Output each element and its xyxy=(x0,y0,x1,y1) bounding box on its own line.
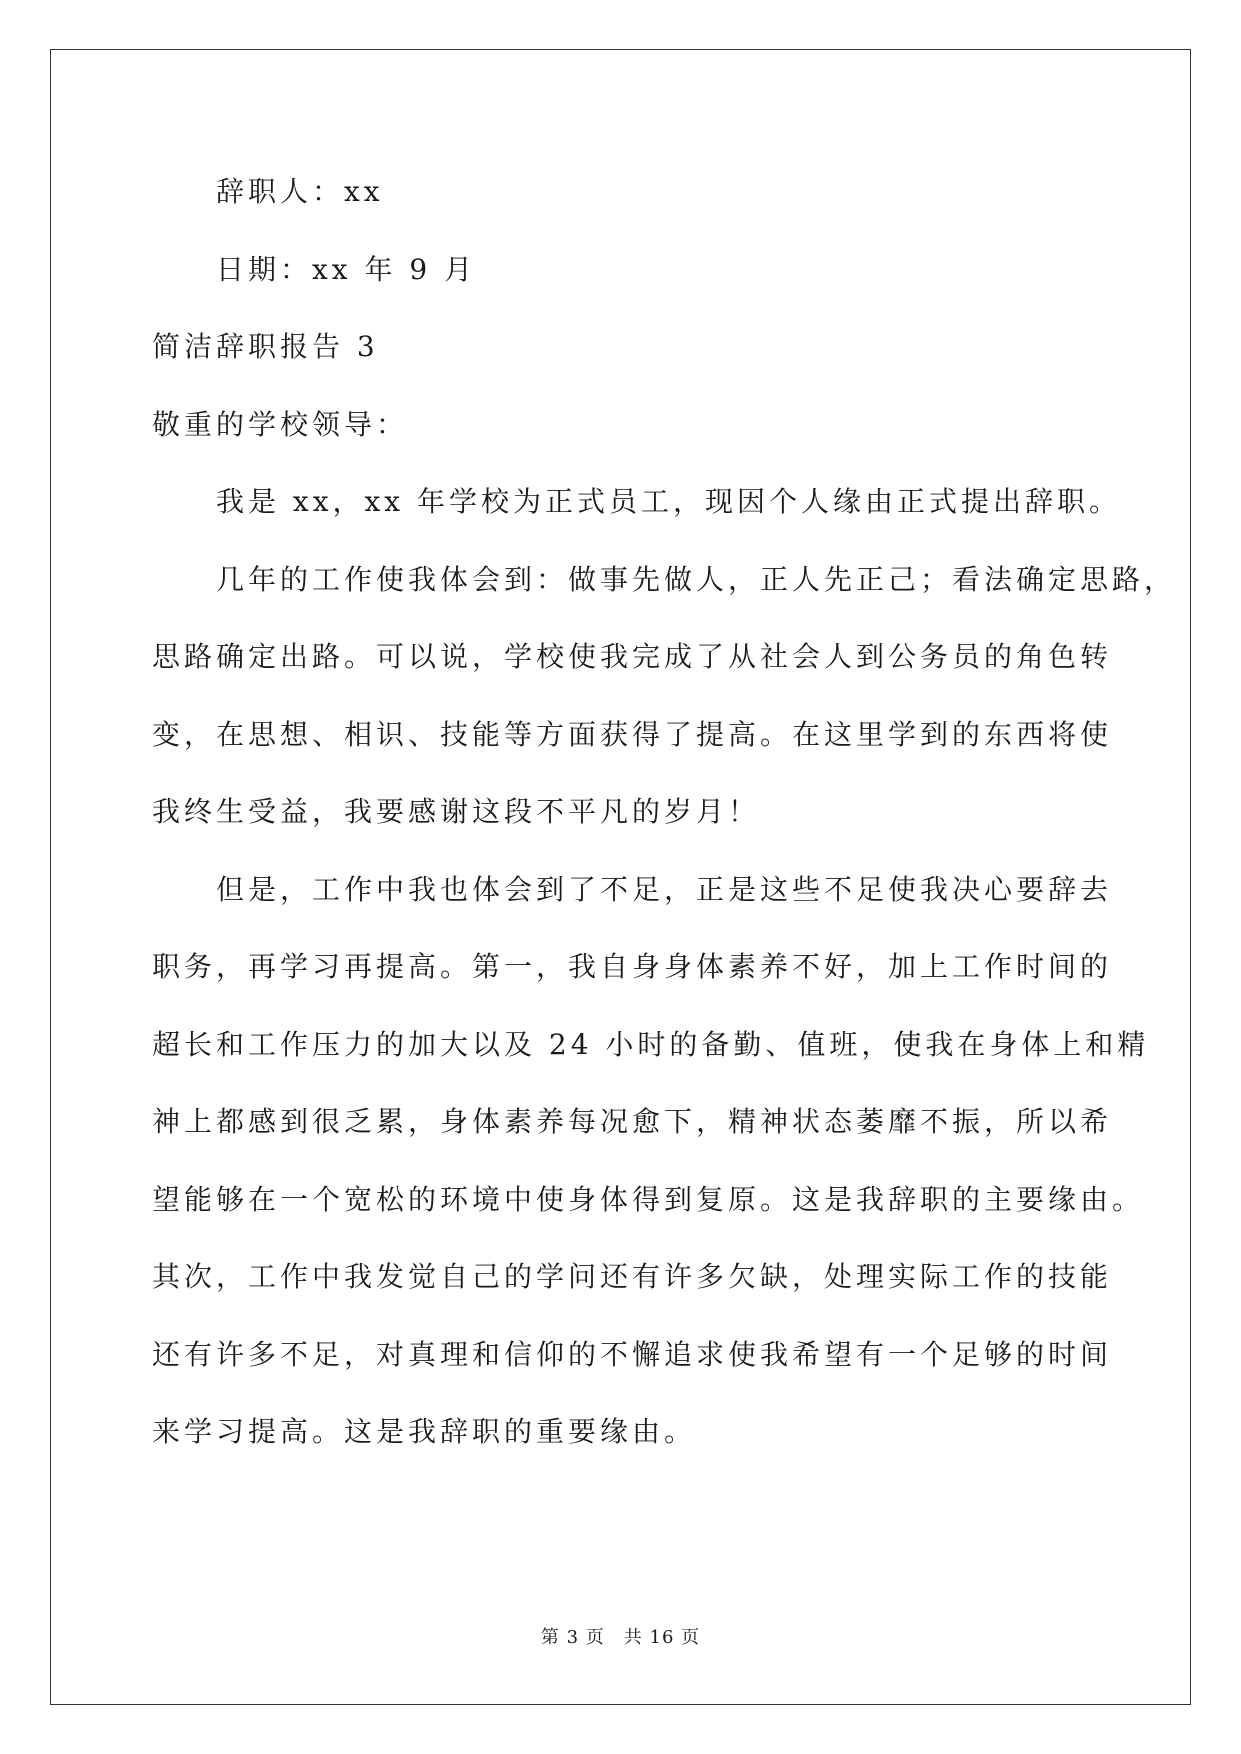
body-line: 职务，再学习再提高。第一，我自身身体素养不好，加上工作时间的 xyxy=(152,950,1113,983)
body-line: 还有许多不足，对真理和信仰的不懈追求使我希望有一个足够的时间 xyxy=(152,1338,1113,1371)
body-line: 超长和工作压力的加大以及 24 小时的备勤、值班，使我在身体上和精 xyxy=(152,1028,1150,1061)
section-title: 简洁辞职报告 3 xyxy=(152,330,379,363)
body-line: 变，在思想、相识、技能等方面获得了提高。在这里学到的东西将使 xyxy=(152,718,1113,751)
page-footer: 第 3 页 共 16 页 xyxy=(540,1627,701,1648)
body-line: 我终生受益，我要感谢这段不平凡的岁月！ xyxy=(152,795,761,828)
body-line: 思路确定出路。可以说，学校使我完成了从社会人到公务员的角色转 xyxy=(152,640,1113,673)
body-line: 望能够在一个宽松的环境中使身体得到复原。这是我辞职的主要缘由。 xyxy=(152,1183,1145,1216)
date-line: 日期：xx 年 9 月 xyxy=(216,253,477,286)
body-line: 其次，工作中我发觉自己的学问还有许多欠缺，处理实际工作的技能 xyxy=(152,1260,1113,1293)
body-line: 几年的工作使我体会到：做事先做人，正人先正己；看法确定思路， xyxy=(216,563,1177,596)
signature-line: 辞职人：xx xyxy=(216,175,384,208)
body-line: 神上都感到很乏累，身体素养每况愈下，精神状态萎靡不振，所以希 xyxy=(152,1105,1113,1138)
salutation: 敬重的学校领导： xyxy=(152,408,409,441)
body-line: 来学习提高。这是我辞职的重要缘由。 xyxy=(152,1415,697,1448)
body-line: 我是 xx，xx 年学校为正式员工，现因个人缘由正式提出辞职。 xyxy=(216,485,1121,518)
body-line: 但是，工作中我也体会到了不足，正是这些不足使我决心要辞去 xyxy=(216,873,1113,906)
